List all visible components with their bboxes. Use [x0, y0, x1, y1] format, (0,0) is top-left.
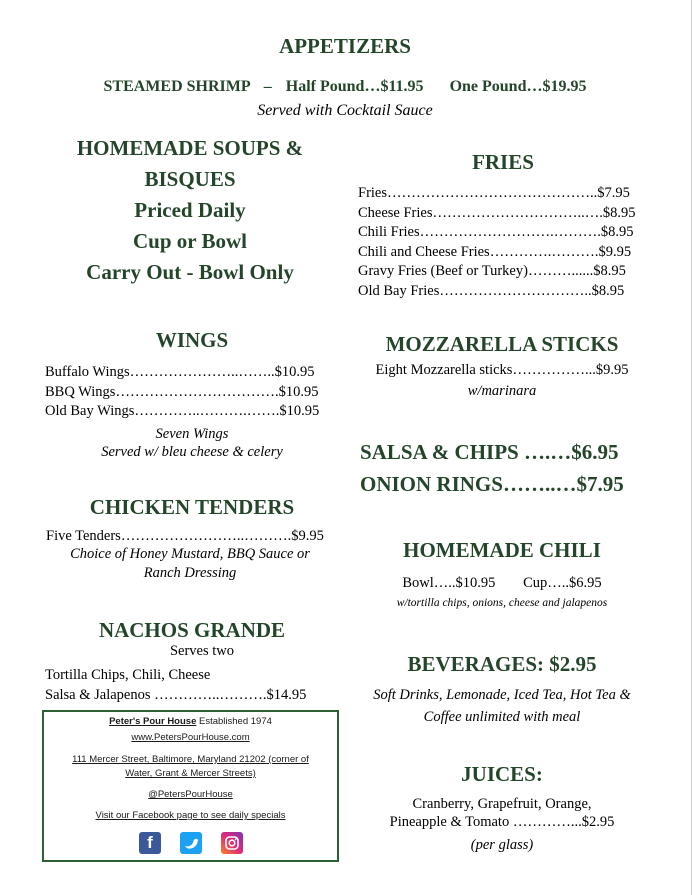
- page-edge: [691, 0, 692, 895]
- wings-item: Buffalo Wings…………………..……..$10.95: [45, 364, 315, 380]
- twitter-icon[interactable]: [180, 832, 202, 854]
- wings-item: BBQ Wings…………………………….$10.95: [45, 383, 319, 400]
- nachos-line-1: Tortilla Chips, Chili, Cheese: [45, 667, 211, 683]
- juices-line-2: Pineapple & Tomato …………...$2.95: [389, 814, 615, 830]
- fries-item: Cheese Fries…………………………..….$8.95: [358, 204, 636, 221]
- juices-note: (per glass): [470, 837, 534, 853]
- chili-title: HOMEMADE CHILI: [403, 538, 601, 562]
- shrimp-note: Served with Cocktail Sauce: [257, 102, 433, 119]
- tenders-item: Five Tenders……………………..……….$9.95: [46, 528, 324, 544]
- facebook-icon[interactable]: f: [139, 832, 161, 854]
- mozzarella-item: Eight Mozzarella sticks……………...$9.95: [375, 362, 629, 378]
- tenders-title: CHICKEN TENDERS: [89, 495, 295, 519]
- juices-line-1: Cranberry, Grapefruit, Orange,: [412, 796, 592, 812]
- address-line-2: Water, Grant & Mercer Streets): [125, 768, 256, 779]
- fries-item: Chili and Cheese Fries………….……….$9.95: [358, 243, 632, 260]
- tenders-note-2: Ranch Dressing: [143, 565, 237, 581]
- juices-title: JUICES:: [461, 762, 543, 786]
- restaurant-name: Peter's Pour House: [109, 716, 197, 727]
- wings-note-count: Seven Wings: [155, 426, 229, 442]
- salsa-chips: SALSA & CHIPS ….…$6.95: [360, 440, 619, 464]
- shrimp-half-pound: Half Pound…$11.95: [285, 78, 424, 95]
- established: Established 1974: [199, 716, 272, 727]
- info-name-line: [44, 716, 337, 727]
- fries-item: Fries……………………………………..$7.95: [358, 185, 630, 201]
- soups-carry-out: Carry Out - Bowl Only: [86, 260, 294, 284]
- tenders-note-1: Choice of Honey Mustard, BBQ Sauce or: [70, 546, 310, 562]
- fries-item: Old Bay Fries…………………………..$8.95: [358, 282, 625, 299]
- beverages-title: BEVERAGES: $2.95: [407, 652, 597, 676]
- shrimp-one-pound: One Pound…$19.95: [449, 78, 587, 95]
- instagram-icon[interactable]: [221, 832, 243, 854]
- soups-cup-or-bowl: Cup or Bowl: [133, 229, 247, 253]
- fries-item: Chili Fries……………………….……….$8.95: [358, 224, 634, 240]
- nachos-serves: Serves two: [169, 643, 235, 659]
- chili-note: w/tortilla chips, onions, cheese and jalapenos: [396, 597, 608, 609]
- soups-line-2: BISQUES: [144, 167, 236, 191]
- facebook-link[interactable]: Visit our Facebook page to see daily specials: [95, 810, 286, 821]
- fries-list: [358, 184, 636, 301]
- appetizers-title: APPETIZERS: [279, 34, 411, 58]
- address-line-1: 111 Mercer Street, Baltimore, Maryland 21202 (corner of: [72, 754, 309, 765]
- wings-title: WINGS: [155, 328, 229, 352]
- social-handle[interactable]: @PetersPourHouse: [148, 789, 233, 800]
- wings-list: [45, 363, 319, 422]
- mozzarella-title: MOZZARELLA STICKS: [385, 332, 619, 356]
- shrimp-dash: –: [263, 78, 272, 95]
- onion-rings: ONION RINGS……..…$7.95: [360, 472, 624, 496]
- mozzarella-note: w/marinara: [467, 383, 537, 399]
- chili-cup: Cup…..$6.95: [523, 575, 602, 591]
- wings-note-served: Served w/ bleu cheese & celery: [101, 444, 283, 460]
- nachos-line-2: Salsa & Jalapenos …………..……….$14.95: [45, 687, 307, 703]
- fries-title: FRIES: [472, 150, 534, 174]
- fries-item: Gravy Fries (Beef or Turkey)………......$8.95: [358, 263, 626, 279]
- nachos-title: NACHOS GRANDE: [98, 618, 286, 642]
- website-link[interactable]: www.PetersPourHouse.com: [131, 732, 250, 743]
- steamed-shrimp-line: [0, 78, 690, 96]
- wings-item: Old Bay Wings…………..……….…….$10.95: [45, 403, 320, 419]
- beverages-line-2: Coffee unlimited with meal: [423, 709, 581, 725]
- soups-line-1: HOMEMADE SOUPS &: [76, 136, 304, 160]
- beverages-line-1: Soft Drinks, Lemonade, Iced Tea, Hot Tea &: [373, 687, 631, 703]
- chili-prices: [358, 575, 646, 592]
- shrimp-name: STEAMED SHRIMP: [103, 78, 250, 95]
- chili-bowl: Bowl…..$10.95: [402, 575, 496, 591]
- soups-priced-daily: Priced Daily: [134, 198, 246, 222]
